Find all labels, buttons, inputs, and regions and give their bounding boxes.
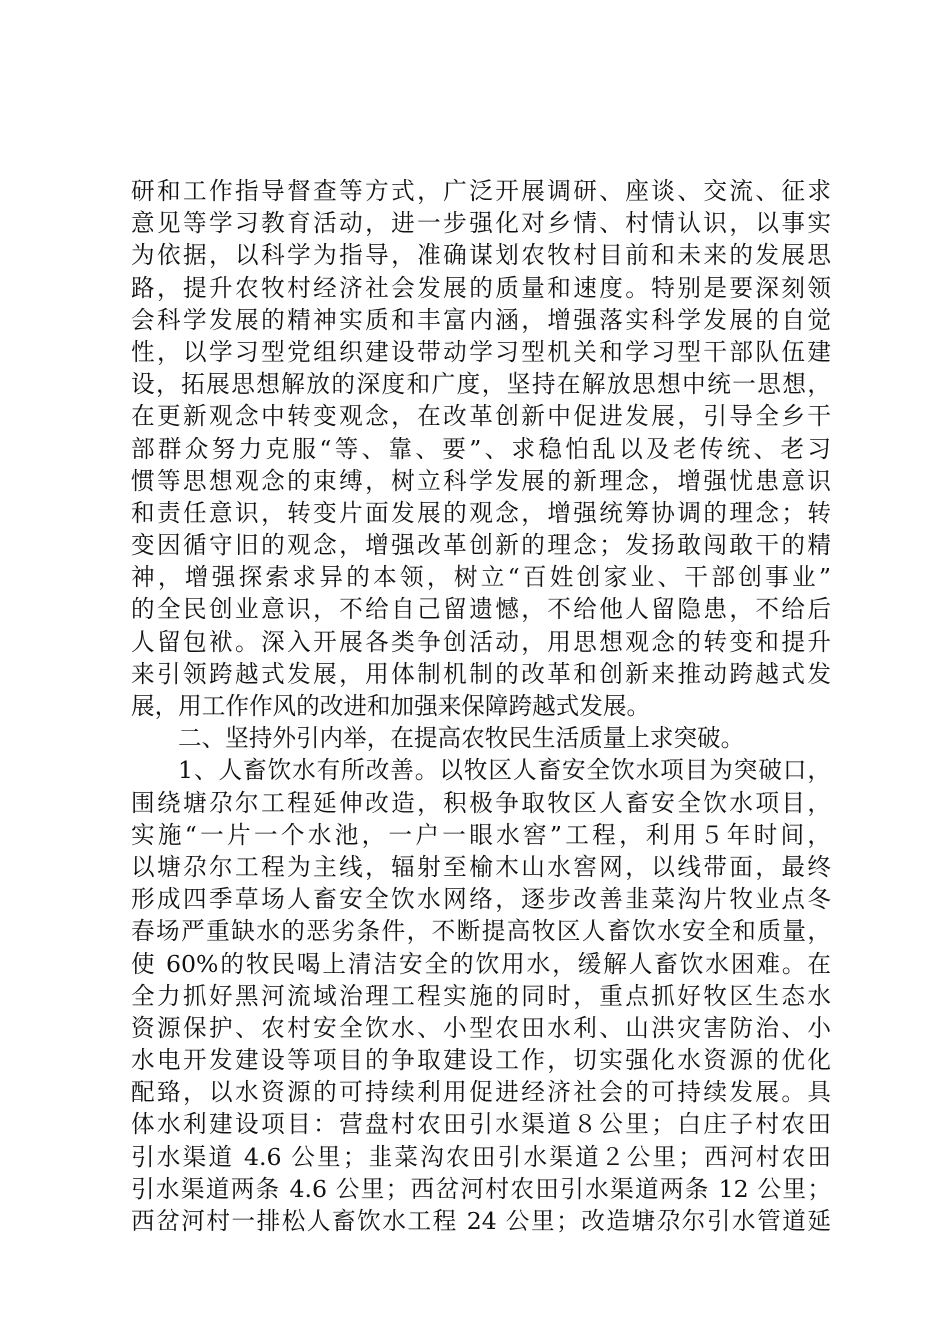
text-line: 部群众努力克服“等、靠、要”、求稳怕乱以及老传统、老习: [131, 434, 831, 463]
text-line: 体水利建设项目：营盘村农田引水渠道８公里；白庄子村农田: [131, 1110, 831, 1139]
text-line: 性，以学习型党组织建设带动学习型机关和学习型干部队伍建: [131, 337, 831, 366]
text-line: 水电开发建设等项目的争取建设工作，切实强化水资源的优化: [131, 1046, 831, 1075]
text-line: 和责任意识，转变片面发展的观念，增强统筹协调的理念；转: [131, 498, 831, 527]
text-line: 春场严重缺水的恶劣条件，不断提高牧区人畜饮水安全和质量，: [131, 917, 831, 946]
text-line: 为依据，以科学为指导，准确谋划农牧村目前和未来的发展思: [131, 241, 831, 270]
text-line: 惯等思想观念的束缚，树立科学发展的新理念，增强忧患意识: [131, 466, 831, 495]
text-line: 1、人畜饮水有所改善。以牧区人畜安全饮水项目为突破口，: [178, 756, 831, 785]
text-line: 会科学发展的精神实质和丰富内涵，增强落实科学发展的自觉: [131, 305, 831, 334]
text-line: 变因循守旧的观念，增强改革创新的理念；发扬敢闯敢干的精: [131, 531, 831, 560]
text-line: 形成四季草场人畜安全饮水网络，逐步改善韭菜沟片牧业点冬: [131, 885, 831, 914]
text-line: 以塘尕尔工程为主线，辐射至榆木山水窖网，以线带面，最终: [131, 852, 831, 881]
text-line: 人留包袱。深入开展各类争创活动，用思想观念的转变和提升: [131, 627, 831, 656]
text-line: 配臵，以水资源的可持续利用促进经济社会的可持续发展。具: [131, 1078, 831, 1107]
text-line: 来引领跨越式发展，用体制机制的改革和创新来推动跨越式发: [131, 659, 831, 688]
text-line: 西岔河村一排松人畜饮水工程 24 公里；改造塘尕尔引水管道延: [131, 1207, 831, 1235]
text-line: 实施“一片一个水池，一户一眼水窖”工程，利用５年时间，: [131, 820, 831, 849]
text-line: 设，拓展思想解放的深度和广度，坚持在解放思想中统一思想，: [131, 370, 831, 399]
document-body: [131, 175, 831, 1237]
text-line: 路，提升农牧村经济社会发展的质量和速度。特别是要深刻领: [131, 273, 831, 302]
text-line: 意见等学习教育活动，进一步强化对乡情、村情认识，以事实: [131, 209, 831, 238]
text-line: 使 60%的牧民喝上清洁安全的饮用水，缓解人畜饮水困难。在: [131, 949, 831, 978]
text-line: 全力抓好黑河流域治理工程实施的同时，重点抓好牧区生态水: [131, 981, 831, 1010]
text-line: 引水渠道两条 4.6 公里；西岔河村农田引水渠道两条 12 公里；: [131, 1174, 831, 1203]
paragraph-mindset: [131, 175, 831, 722]
text-line: 研和工作指导督查等方式，广泛开展调研、座谈、交流、征求: [131, 177, 831, 205]
paragraph-water-supply: [131, 754, 831, 1237]
text-line: 引水渠道 4.6 公里；韭菜沟农田引水渠道２公里；西河村农田: [131, 1142, 831, 1171]
section-heading: 二、坚持外引内举，在提高农牧民生活质量上求突破。: [178, 724, 745, 753]
text-line: 的全民创业意识，不给自己留遗憾，不给他人留隐患，不给后: [131, 595, 831, 624]
text-line: 在更新观念中转变观念，在改革创新中促进发展，引导全乡干: [131, 402, 831, 431]
text-line: 资源保护、农村安全饮水、小型农田水利、山洪灾害防治、小: [131, 1013, 831, 1042]
text-line: 围绕塘尕尔工程延伸改造，积极争取牧区人畜安全饮水项目，: [131, 788, 831, 817]
text-line: 神，增强探索求异的本领，树立“百姓创家业、干部创事业”: [131, 563, 831, 592]
text-line: 展，用工作作风的改进和加强来保障跨越式发展。: [131, 692, 651, 720]
